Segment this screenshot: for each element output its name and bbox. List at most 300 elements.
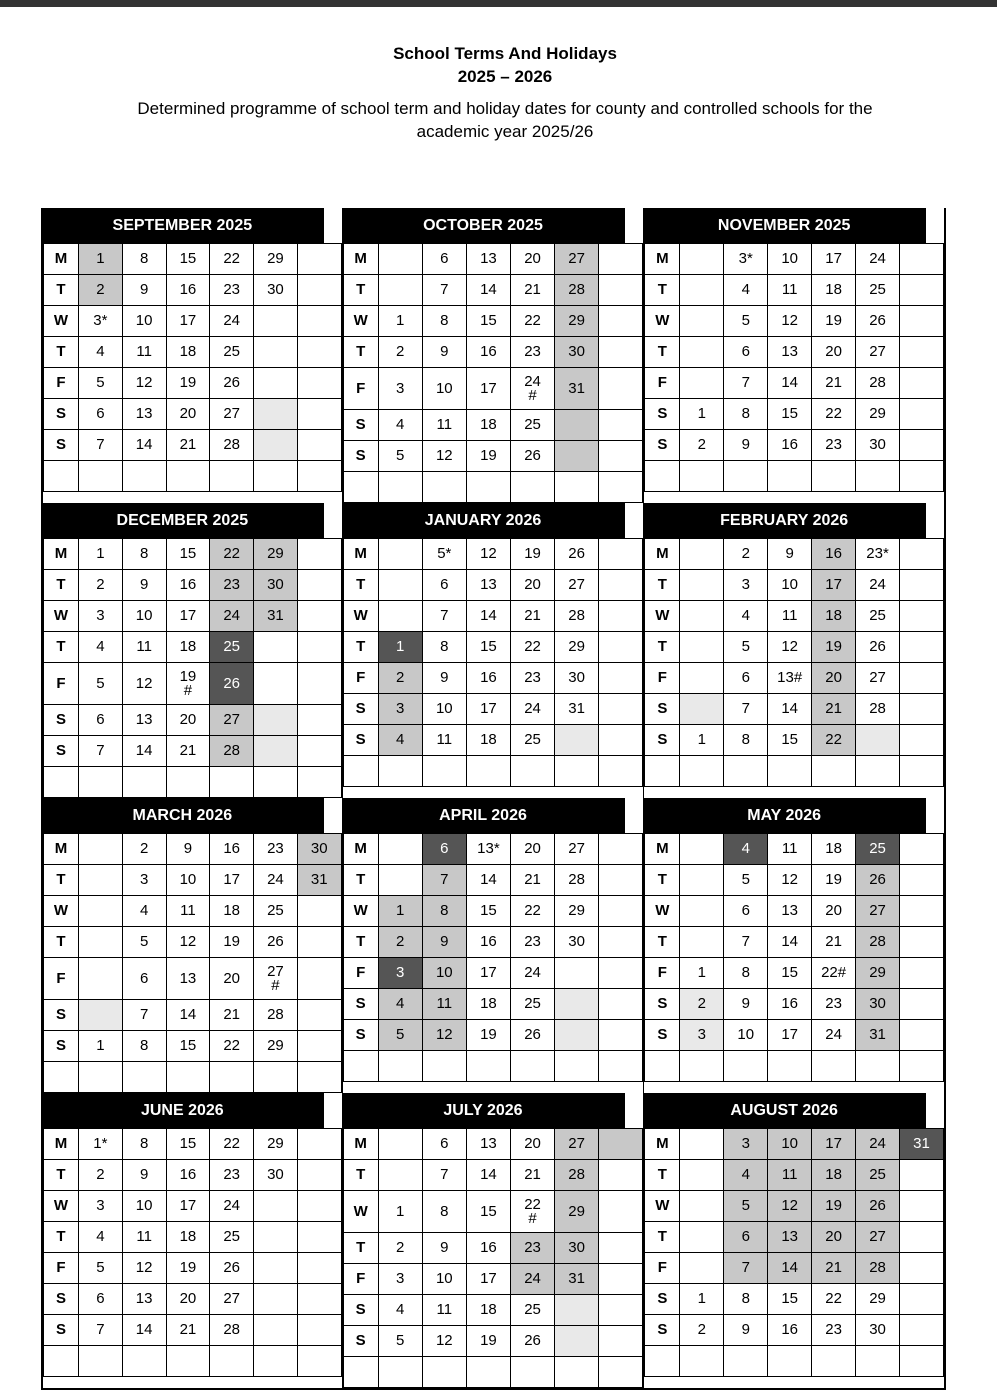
empty-cell bbox=[900, 989, 944, 1020]
empty-cell bbox=[254, 1315, 298, 1346]
week-row bbox=[343, 694, 643, 725]
weekday-label: M bbox=[343, 244, 378, 275]
empty-cell bbox=[900, 337, 944, 368]
empty-cell bbox=[210, 1062, 254, 1093]
month-heading bbox=[43, 208, 342, 243]
month-title: JUNE 2026 bbox=[140, 1101, 224, 1119]
date-cell: 12 bbox=[166, 927, 210, 958]
week-row bbox=[44, 1129, 342, 1160]
date-cell: 27 bbox=[210, 399, 254, 430]
date-cell: 10 bbox=[166, 865, 210, 896]
empty-cell bbox=[343, 756, 378, 787]
date-cell: 5 bbox=[79, 1253, 123, 1284]
date-cell: 2 bbox=[680, 989, 724, 1020]
date-cell: 12 bbox=[768, 306, 812, 337]
spacer-row bbox=[343, 756, 643, 787]
date-cell: 15 bbox=[166, 1129, 210, 1160]
date-cell: 6 bbox=[422, 1129, 466, 1160]
empty-cell bbox=[297, 601, 341, 632]
week-row bbox=[645, 632, 944, 663]
week-row bbox=[44, 1160, 342, 1191]
date-cell: 19 bbox=[812, 306, 856, 337]
empty-cell bbox=[297, 958, 341, 1000]
weekday-label: S bbox=[645, 725, 680, 756]
week-row bbox=[645, 1191, 944, 1222]
week-row bbox=[44, 430, 342, 461]
date-cell: 26 bbox=[856, 632, 900, 663]
date-cell: 7 bbox=[422, 865, 466, 896]
weekday-label: S bbox=[645, 694, 680, 725]
empty-cell bbox=[599, 1264, 643, 1295]
weekday-label: T bbox=[343, 275, 378, 306]
week-row bbox=[343, 539, 643, 570]
week-row bbox=[44, 1000, 342, 1031]
empty-cell bbox=[900, 663, 944, 694]
date-cell: 3 bbox=[724, 1129, 768, 1160]
spacer-row bbox=[645, 1346, 944, 1377]
empty-cell bbox=[724, 756, 768, 787]
week-row bbox=[343, 1191, 643, 1233]
date-cell: 24 bbox=[856, 570, 900, 601]
date-cell: 11 bbox=[122, 1222, 166, 1253]
empty-cell bbox=[680, 244, 724, 275]
month-table bbox=[644, 833, 944, 1082]
date-cell: 29 bbox=[254, 1031, 298, 1062]
date-cell: 23 bbox=[812, 989, 856, 1020]
date-cell: 22 bbox=[812, 399, 856, 430]
date-cell: 24 bbox=[856, 1129, 900, 1160]
empty-cell bbox=[599, 570, 643, 601]
week-row bbox=[343, 570, 643, 601]
date-cell: 14 bbox=[466, 1160, 510, 1191]
date-cell: 25 bbox=[856, 601, 900, 632]
weekday-label: S bbox=[645, 430, 680, 461]
weekday-label: T bbox=[343, 570, 378, 601]
empty-cell bbox=[599, 1191, 643, 1233]
month-heading-gap bbox=[323, 208, 342, 243]
weekday-label: T bbox=[44, 1160, 79, 1191]
date-cell: 12 bbox=[422, 1326, 466, 1357]
empty-cell bbox=[856, 1346, 900, 1377]
date-cell: 5 bbox=[724, 1191, 768, 1222]
date-cell: 11 bbox=[768, 601, 812, 632]
empty-cell bbox=[254, 306, 298, 337]
month-heading-gap bbox=[624, 503, 643, 538]
weekday-label: M bbox=[645, 244, 680, 275]
date-cell: 29 bbox=[555, 896, 599, 927]
empty-cell bbox=[79, 834, 123, 865]
month-heading-gap bbox=[323, 1093, 342, 1128]
weekday-label: F bbox=[44, 1253, 79, 1284]
date-cell: 2 bbox=[378, 927, 422, 958]
date-cell: 24 bbox=[210, 1191, 254, 1222]
date-cell: 25 bbox=[510, 410, 554, 441]
intro-line-2: academic year 2025/26 bbox=[416, 122, 594, 141]
empty-cell bbox=[297, 632, 341, 663]
date-cell: 8 bbox=[422, 896, 466, 927]
month-heading bbox=[43, 503, 342, 538]
date-cell: 2 bbox=[122, 834, 166, 865]
date-cell: 11 bbox=[122, 337, 166, 368]
month-heading-gap bbox=[624, 1093, 643, 1128]
month-heading bbox=[644, 798, 944, 833]
month-block bbox=[41, 798, 343, 1093]
weekday-label: W bbox=[645, 896, 680, 927]
date-cell: 23 bbox=[510, 663, 554, 694]
empty-cell bbox=[812, 461, 856, 492]
date-cell: 24 # bbox=[510, 368, 554, 410]
date-cell: 6 bbox=[724, 663, 768, 694]
empty-cell bbox=[680, 1346, 724, 1377]
date-cell: 13 bbox=[768, 896, 812, 927]
month-table bbox=[644, 538, 944, 787]
empty-cell bbox=[599, 896, 643, 927]
date-cell: 18 bbox=[166, 1222, 210, 1253]
date-cell: 22 bbox=[510, 632, 554, 663]
date-cell: 11 bbox=[422, 725, 466, 756]
week-row bbox=[645, 1222, 944, 1253]
empty-cell bbox=[297, 1253, 341, 1284]
weekday-label: W bbox=[44, 601, 79, 632]
date-cell: 7 bbox=[724, 368, 768, 399]
empty-cell bbox=[79, 1000, 123, 1031]
weekday-label: T bbox=[44, 927, 79, 958]
empty-cell bbox=[768, 461, 812, 492]
weekday-label: T bbox=[44, 570, 79, 601]
week-row bbox=[343, 1020, 643, 1051]
date-cell: 4 bbox=[378, 410, 422, 441]
empty-cell bbox=[297, 663, 341, 705]
empty-cell bbox=[599, 632, 643, 663]
date-cell: 26 bbox=[510, 1020, 554, 1051]
date-cell: 20 bbox=[166, 705, 210, 736]
date-cell: 3 bbox=[680, 1020, 724, 1051]
week-row bbox=[645, 306, 944, 337]
empty-cell bbox=[555, 1020, 599, 1051]
empty-cell bbox=[599, 1051, 643, 1082]
date-cell: 15 bbox=[466, 1191, 510, 1233]
date-cell: 3 bbox=[79, 601, 123, 632]
week-row bbox=[645, 1253, 944, 1284]
date-cell: 12 bbox=[768, 632, 812, 663]
date-cell: 9 bbox=[166, 834, 210, 865]
date-cell: 1 bbox=[79, 539, 123, 570]
empty-cell bbox=[812, 756, 856, 787]
date-cell: 13 bbox=[466, 244, 510, 275]
empty-cell bbox=[645, 1346, 680, 1377]
date-cell: 4 bbox=[378, 725, 422, 756]
week-row bbox=[44, 399, 342, 430]
spacer-row bbox=[645, 461, 944, 492]
date-cell: 3 bbox=[724, 570, 768, 601]
date-cell: 8 bbox=[724, 958, 768, 989]
month-heading-gap bbox=[624, 798, 643, 833]
month-table bbox=[343, 538, 644, 787]
date-cell: 16 bbox=[466, 337, 510, 368]
week-row bbox=[44, 663, 342, 705]
month-heading-gap bbox=[925, 208, 944, 243]
date-cell: 29 bbox=[856, 399, 900, 430]
date-cell: 19 bbox=[510, 539, 554, 570]
date-cell: 6 bbox=[122, 958, 166, 1000]
empty-cell bbox=[422, 472, 466, 503]
empty-cell bbox=[900, 430, 944, 461]
empty-cell bbox=[378, 275, 422, 306]
weekday-label: T bbox=[645, 275, 680, 306]
empty-cell bbox=[680, 1191, 724, 1222]
date-cell: 20 bbox=[510, 1129, 554, 1160]
empty-cell bbox=[297, 570, 341, 601]
empty-cell bbox=[343, 1051, 378, 1082]
weekday-label: T bbox=[44, 632, 79, 663]
date-cell: 14 bbox=[122, 1315, 166, 1346]
month-heading bbox=[343, 208, 644, 243]
empty-cell bbox=[680, 1051, 724, 1082]
date-cell: 16 bbox=[466, 927, 510, 958]
empty-cell bbox=[599, 756, 643, 787]
empty-cell bbox=[856, 725, 900, 756]
weekday-label: F bbox=[343, 958, 378, 989]
empty-cell bbox=[812, 1346, 856, 1377]
week-row bbox=[44, 865, 342, 896]
empty-cell bbox=[297, 1062, 341, 1093]
weekday-label: W bbox=[343, 306, 378, 337]
date-cell: 1* bbox=[79, 1129, 123, 1160]
empty-cell bbox=[599, 368, 643, 410]
date-cell: 2 bbox=[378, 663, 422, 694]
date-cell: 6 bbox=[422, 834, 466, 865]
date-cell: 10 bbox=[122, 1191, 166, 1222]
date-cell: 30 bbox=[856, 1315, 900, 1346]
date-cell: 11 bbox=[122, 632, 166, 663]
weekday-label: W bbox=[645, 1191, 680, 1222]
month-block bbox=[343, 798, 645, 1093]
date-cell: 22 bbox=[812, 1284, 856, 1315]
date-cell: 31 bbox=[254, 601, 298, 632]
date-cell: 5 bbox=[378, 1326, 422, 1357]
week-row bbox=[44, 1222, 342, 1253]
date-cell: 17 bbox=[166, 306, 210, 337]
week-row bbox=[343, 306, 643, 337]
date-cell: 21 bbox=[210, 1000, 254, 1031]
month-title: NOVEMBER 2025 bbox=[717, 216, 851, 234]
date-cell: 16 bbox=[166, 570, 210, 601]
date-cell: 27 bbox=[555, 570, 599, 601]
date-cell: 28 bbox=[210, 736, 254, 767]
date-cell: 3 bbox=[378, 368, 422, 410]
weekday-label: M bbox=[343, 539, 378, 570]
date-cell: 6 bbox=[79, 705, 123, 736]
empty-cell bbox=[378, 570, 422, 601]
date-cell: 18 bbox=[812, 1160, 856, 1191]
date-cell: 17 bbox=[768, 1020, 812, 1051]
date-cell: 18 bbox=[166, 337, 210, 368]
weekday-label: W bbox=[343, 601, 378, 632]
date-cell: 7 bbox=[79, 430, 123, 461]
weekday-label: S bbox=[343, 1020, 378, 1051]
empty-cell bbox=[166, 1062, 210, 1093]
weekday-label: T bbox=[645, 927, 680, 958]
empty-cell bbox=[900, 958, 944, 989]
weekday-label: S bbox=[44, 705, 79, 736]
date-cell: 21 bbox=[812, 694, 856, 725]
weekday-label: S bbox=[44, 1315, 79, 1346]
weekday-label: T bbox=[44, 865, 79, 896]
empty-cell bbox=[555, 958, 599, 989]
week-row bbox=[645, 430, 944, 461]
month-heading bbox=[644, 1093, 944, 1128]
empty-cell bbox=[297, 368, 341, 399]
date-cell: 22# bbox=[812, 958, 856, 989]
week-row bbox=[343, 1264, 643, 1295]
empty-cell bbox=[122, 461, 166, 492]
date-cell: 16 bbox=[768, 430, 812, 461]
empty-cell bbox=[79, 767, 123, 798]
date-cell: 4 bbox=[79, 337, 123, 368]
empty-cell bbox=[297, 927, 341, 958]
date-cell: 29 bbox=[254, 1129, 298, 1160]
empty-cell bbox=[79, 1346, 123, 1377]
empty-cell bbox=[599, 865, 643, 896]
empty-cell bbox=[680, 539, 724, 570]
date-cell: 24 bbox=[812, 1020, 856, 1051]
empty-cell bbox=[599, 1295, 643, 1326]
date-cell: 21 bbox=[812, 1253, 856, 1284]
date-cell: 28 bbox=[210, 1315, 254, 1346]
empty-cell bbox=[680, 1129, 724, 1160]
week-row bbox=[44, 1284, 342, 1315]
month-title: SEPTEMBER 2025 bbox=[112, 216, 253, 234]
date-cell: 18 bbox=[812, 275, 856, 306]
date-cell: 29 bbox=[555, 306, 599, 337]
month-table bbox=[43, 833, 342, 1093]
empty-cell bbox=[599, 244, 643, 275]
date-cell: 29 bbox=[555, 1191, 599, 1233]
date-cell: 20 bbox=[812, 1222, 856, 1253]
month-heading bbox=[43, 798, 342, 833]
date-cell: 25 bbox=[510, 725, 554, 756]
date-cell: 9 bbox=[724, 989, 768, 1020]
date-cell: 1 bbox=[680, 399, 724, 430]
empty-cell bbox=[599, 1129, 643, 1160]
date-cell: 1 bbox=[79, 244, 123, 275]
weekday-label: F bbox=[343, 663, 378, 694]
date-cell: 11 bbox=[768, 834, 812, 865]
empty-cell bbox=[122, 1346, 166, 1377]
weekday-label: T bbox=[645, 632, 680, 663]
empty-cell bbox=[466, 1051, 510, 1082]
month-heading bbox=[644, 208, 944, 243]
month-table bbox=[43, 1128, 342, 1377]
date-cell: 9 bbox=[724, 430, 768, 461]
date-cell: 6 bbox=[724, 337, 768, 368]
date-cell: 22 bbox=[812, 725, 856, 756]
date-cell: 9 bbox=[422, 663, 466, 694]
date-cell: 9 bbox=[122, 1160, 166, 1191]
date-cell: 17 bbox=[466, 694, 510, 725]
date-cell: 4 bbox=[724, 1160, 768, 1191]
empty-cell bbox=[555, 756, 599, 787]
weekday-label: T bbox=[343, 865, 378, 896]
date-cell: 26 bbox=[856, 306, 900, 337]
date-cell: 16 bbox=[466, 663, 510, 694]
empty-cell bbox=[254, 1222, 298, 1253]
empty-cell bbox=[900, 1315, 944, 1346]
date-cell: 4 bbox=[122, 896, 166, 927]
date-cell: 19 bbox=[812, 865, 856, 896]
date-cell: 12 bbox=[768, 865, 812, 896]
date-cell: 19 bbox=[466, 1326, 510, 1357]
empty-cell bbox=[812, 1051, 856, 1082]
weekday-label: S bbox=[645, 989, 680, 1020]
date-cell: 29 bbox=[254, 244, 298, 275]
month-block bbox=[343, 208, 645, 503]
date-cell: 8 bbox=[422, 306, 466, 337]
empty-cell bbox=[79, 865, 123, 896]
date-cell: 30 bbox=[254, 570, 298, 601]
date-cell: 13* bbox=[466, 834, 510, 865]
empty-cell bbox=[166, 767, 210, 798]
date-cell: 15 bbox=[768, 725, 812, 756]
date-cell: 12 bbox=[122, 663, 166, 705]
date-cell: 26 bbox=[555, 539, 599, 570]
weekday-label: T bbox=[645, 1222, 680, 1253]
weekday-label: F bbox=[645, 1253, 680, 1284]
empty-cell bbox=[599, 441, 643, 472]
date-cell: 11 bbox=[768, 1160, 812, 1191]
date-cell: 17 bbox=[466, 1264, 510, 1295]
week-row bbox=[645, 865, 944, 896]
date-cell: 14 bbox=[466, 275, 510, 306]
date-cell: 18 bbox=[812, 601, 856, 632]
date-cell: 30 bbox=[856, 430, 900, 461]
empty-cell bbox=[210, 1346, 254, 1377]
date-cell: 3 bbox=[79, 1191, 123, 1222]
weekday-label: M bbox=[645, 1129, 680, 1160]
empty-cell bbox=[900, 1222, 944, 1253]
date-cell: 2 bbox=[79, 570, 123, 601]
date-cell: 17 bbox=[812, 570, 856, 601]
empty-cell bbox=[900, 927, 944, 958]
empty-cell bbox=[254, 1253, 298, 1284]
empty-cell bbox=[900, 694, 944, 725]
empty-cell bbox=[378, 244, 422, 275]
date-cell: 21 bbox=[510, 275, 554, 306]
empty-cell bbox=[599, 410, 643, 441]
empty-cell bbox=[599, 337, 643, 368]
date-cell: 11 bbox=[768, 275, 812, 306]
empty-cell bbox=[254, 1062, 298, 1093]
empty-cell bbox=[297, 399, 341, 430]
date-cell: 9 bbox=[422, 1233, 466, 1264]
date-cell: 14 bbox=[166, 1000, 210, 1031]
date-cell: 8 bbox=[724, 725, 768, 756]
week-row bbox=[645, 1160, 944, 1191]
date-cell: 26 bbox=[510, 441, 554, 472]
weekday-label: T bbox=[645, 570, 680, 601]
date-cell: 14 bbox=[768, 927, 812, 958]
date-cell: 9 bbox=[422, 337, 466, 368]
empty-cell bbox=[900, 539, 944, 570]
intro-line-1: Determined programme of school term and holiday dates for county and controlled schools for the bbox=[137, 99, 873, 118]
date-cell: 6 bbox=[422, 570, 466, 601]
empty-cell bbox=[44, 767, 79, 798]
date-cell: 14 bbox=[466, 865, 510, 896]
empty-cell bbox=[599, 472, 643, 503]
date-cell: 30 bbox=[555, 927, 599, 958]
week-row bbox=[44, 736, 342, 767]
weekday-label: S bbox=[343, 694, 378, 725]
